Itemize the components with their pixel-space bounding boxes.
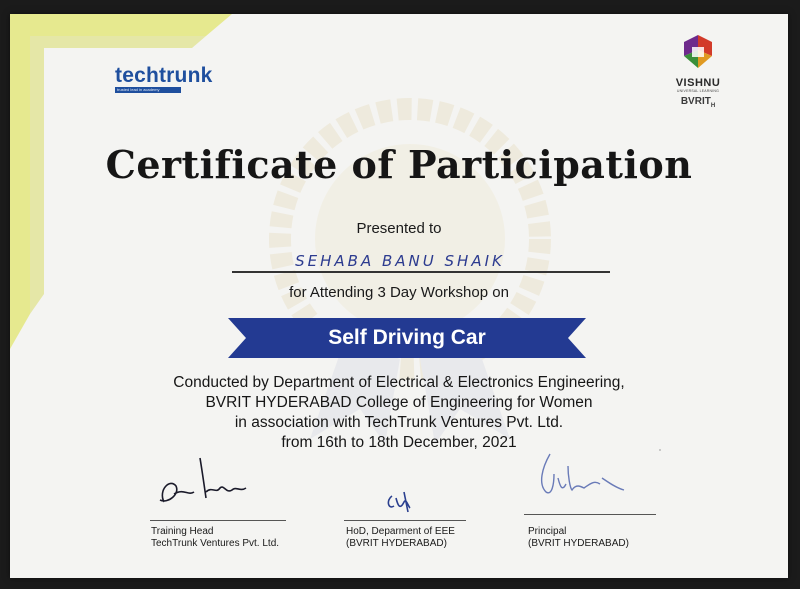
- bvrit-text: BVRIT: [680, 96, 711, 107]
- vishnu-emblem-icon: [678, 34, 718, 70]
- hod-signature-icon: [382, 488, 422, 518]
- presented-to-label: Presented to: [356, 220, 442, 237]
- techtrunk-logo: [115, 64, 212, 93]
- training-head-rule: [150, 520, 286, 521]
- training-head-role: Training Head: [151, 526, 214, 537]
- recipient-name-line: [232, 271, 610, 273]
- training-head-org: TechTrunk Ventures Pvt. Ltd.: [151, 538, 280, 549]
- bvrit-suffix: H: [710, 103, 716, 109]
- bvrit-campus: [662, 96, 734, 109]
- hod-org: (BVRIT HYDERABAD): [346, 538, 447, 549]
- conducted-by-block: [10, 373, 788, 453]
- certificate-title: Certificate of Participation: [105, 142, 693, 187]
- principal-signature-icon: [524, 444, 634, 504]
- conducted-line-3: in association with TechTrunk Ventures Pvt. Ltd.: [234, 414, 564, 431]
- certificate-paper: [10, 14, 788, 578]
- paper-speck: [659, 449, 661, 451]
- principal-role: Principal: [528, 526, 567, 537]
- principal-rule: [524, 514, 656, 515]
- conducted-line-4: from 16th to 18th December, 2021: [281, 434, 517, 451]
- workshop-title: Self Driving Car: [328, 326, 486, 349]
- vishnu-name: VISHNU: [675, 77, 721, 89]
- conducted-line-1: Conducted by Department of Electrical & Electronics Engineering,: [173, 374, 625, 391]
- attending-text: for Attending 3 Day Workshop on: [289, 284, 509, 301]
- techtrunk-brand: techtrunk: [115, 64, 213, 87]
- techtrunk-tagline: trusted lead in academy: [115, 87, 181, 93]
- conducted-line-2: BVRIT HYDERABAD College of Engineering for Women: [205, 394, 593, 411]
- hod-role: HoD, Deparment of EEE: [346, 526, 455, 537]
- vishnu-logo: [662, 34, 734, 109]
- vishnu-subtitle: UNIVERSAL LEARNING: [676, 89, 720, 93]
- hod-rule: [344, 520, 466, 521]
- principal-org: (BVRIT HYDERABAD): [528, 538, 629, 549]
- recipient-name: SEHABA BANU SHAIK: [295, 252, 505, 270]
- training-head-signature-icon: [150, 450, 260, 510]
